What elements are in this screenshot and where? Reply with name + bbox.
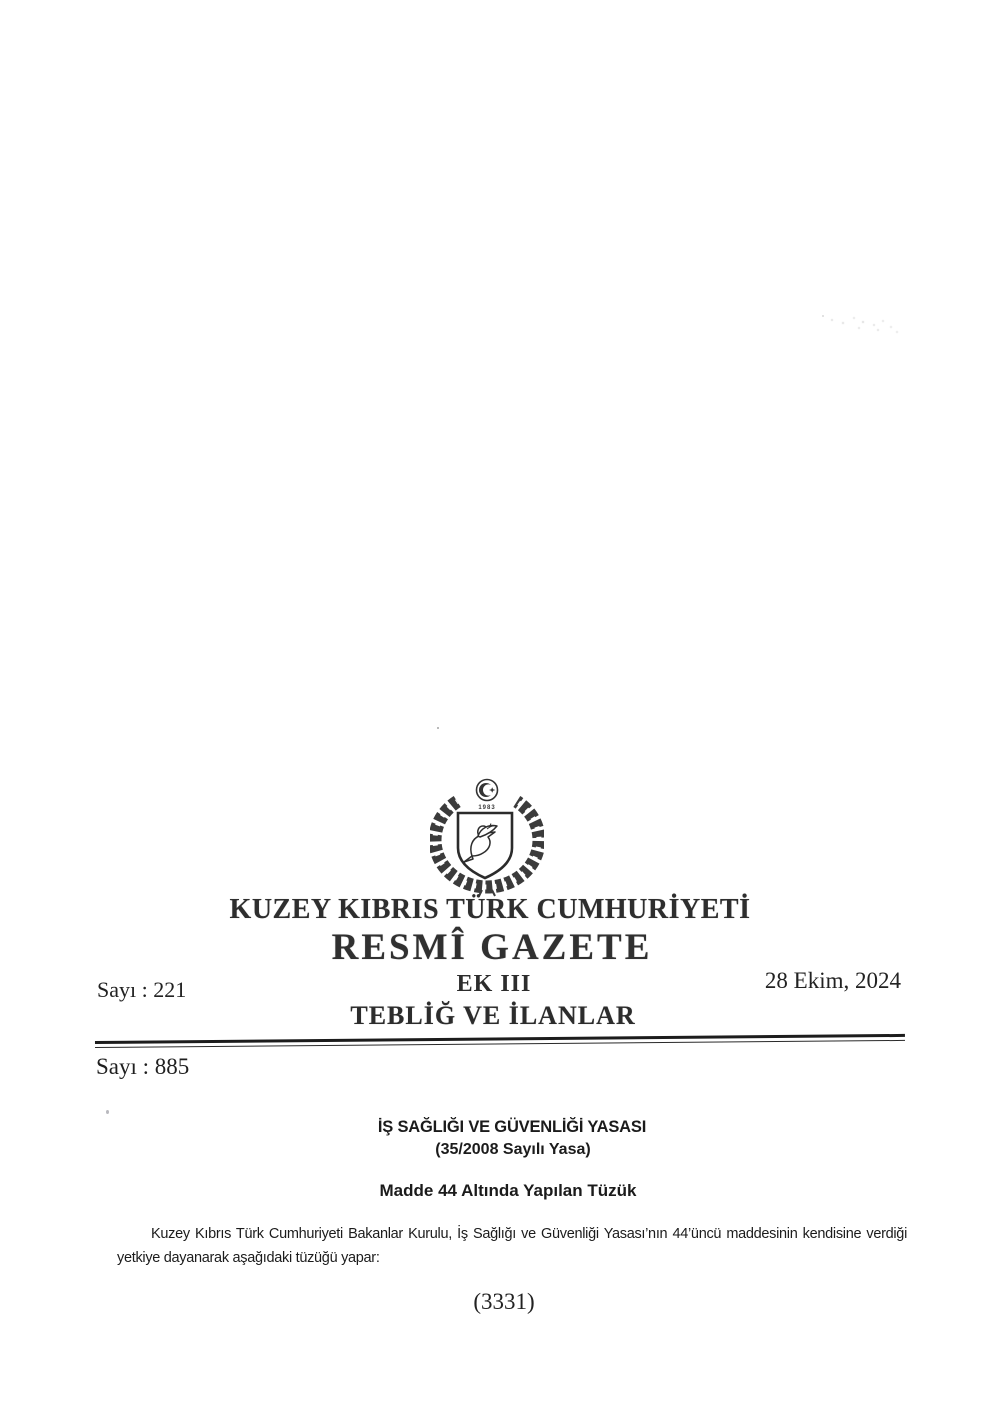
page-number: (3331) [473, 1289, 535, 1314]
law-title: İŞ SAĞLIĞI VE GÜVENLİĞİ YASASI [377, 1118, 647, 1136]
crescent-star-icon [477, 780, 498, 801]
emblem-year: 1983 [478, 805, 496, 811]
section-title: TEBLİĞ VE İLANLAR [350, 1001, 636, 1030]
divider-rule [95, 1034, 905, 1048]
dot-speck [106, 1110, 109, 1114]
issue-number: Sayı : 221 [97, 977, 187, 1002]
gazette-title: RESMÎ GAZETE [331, 927, 653, 968]
trnc-coat-of-arms [430, 776, 544, 898]
body-paragraph: Kuzey Kıbrıs Türk Cumhuriyeti Bakanlar Kurulu, İş Sağlığı ve Güvenliği Yasası’nın 44’üncü maddesinin kendisine verdiği yetkiye dayanarak aşağıdaki tüzüğü yapar: [117, 1226, 907, 1266]
dot-speck [437, 727, 439, 729]
law-subtitle: (35/2008 Sayılı Yasa) [435, 1141, 591, 1158]
publication-date: 28 Ekim, 2024 [764, 968, 901, 993]
notice-number: Sayı : 885 [96, 1054, 190, 1079]
scan-smudge [822, 315, 824, 317]
country-title: KUZEY KIBRIS TÜRK CUMHURİYETİ [229, 894, 751, 925]
regulation-heading: Madde 44 Altında Yapılan Tüzük [379, 1181, 637, 1200]
supplement-title: EK III [456, 971, 532, 997]
